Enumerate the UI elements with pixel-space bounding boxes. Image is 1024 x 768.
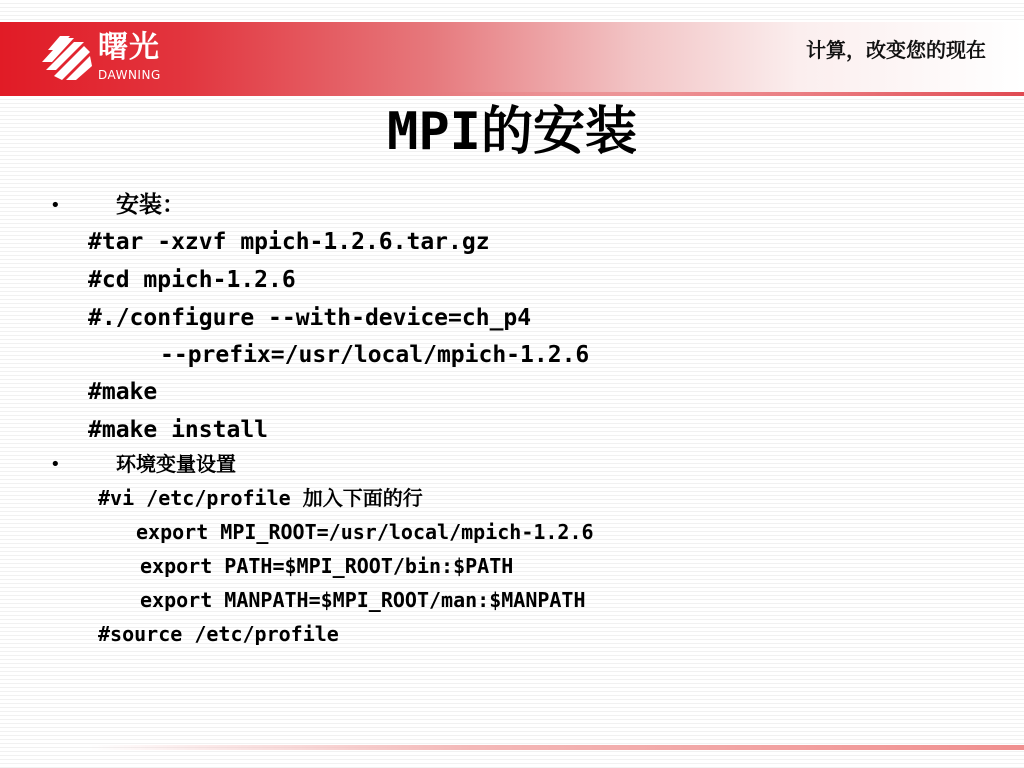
logo-chinese-name: 曙光 [98, 30, 160, 65]
env-command-line: #source /etc/profile [98, 622, 339, 646]
install-command-line: #make [88, 379, 158, 405]
bullet-env: • [50, 454, 61, 475]
install-command-line: #./configure --with-device=ch_p4 [88, 305, 532, 331]
install-command-line: #cd mpich-1.2.6 [88, 267, 296, 293]
bullet-install: • [50, 195, 61, 216]
install-command-line: #tar -xzvf mpich-1.2.6.tar.gz [88, 229, 490, 255]
env-command-line: export MANPATH=$MPI_ROOT/man:$MANPATH [140, 588, 586, 612]
env-heading: 环境变量设置 [116, 452, 236, 476]
header-underline [430, 92, 1024, 96]
dawning-stripes-logo-icon [40, 32, 94, 84]
env-command-line: export MPI_ROOT=/usr/local/mpich-1.2.6 [136, 520, 594, 544]
slide-title: MPI的安装 [387, 102, 637, 162]
logo-english-name: DAWNING [98, 68, 161, 82]
slogan: 计算，改变您的现在 [806, 38, 986, 62]
env-command-line: #vi /etc/profile 加入下面的行 [98, 486, 423, 510]
install-heading: 安装： [116, 192, 185, 218]
install-command-line: --prefix=/usr/local/mpich-1.2.6 [160, 342, 590, 368]
install-command-line: #make install [88, 417, 269, 443]
env-command-line: export PATH=$MPI_ROOT/bin:$PATH [140, 554, 514, 578]
dawning-logo [40, 30, 180, 88]
footer-line [90, 745, 1024, 750]
